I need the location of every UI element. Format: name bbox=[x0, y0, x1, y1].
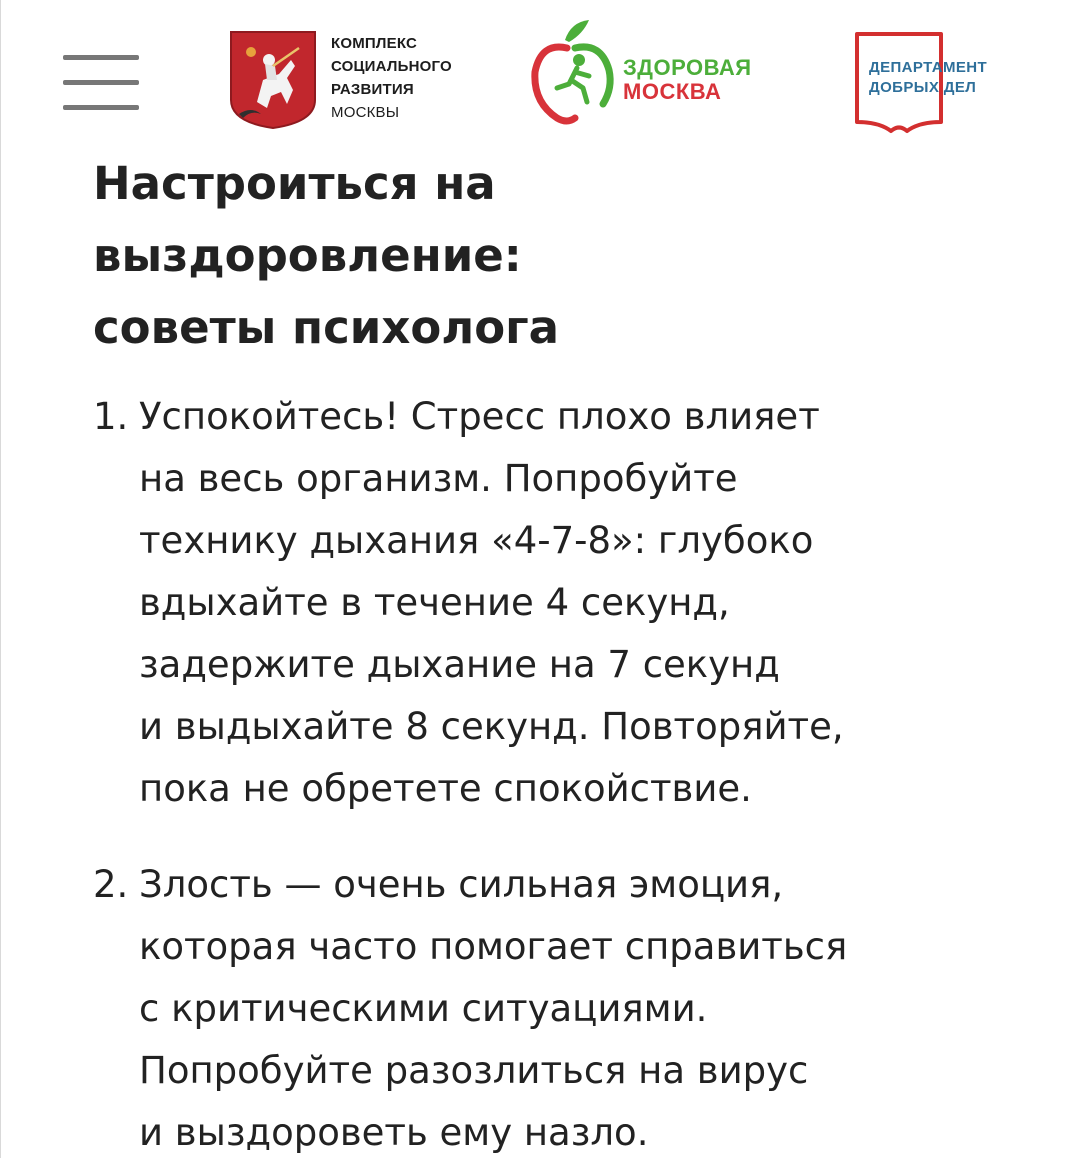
logo-ksr-moscow[interactable] bbox=[229, 30, 489, 130]
ksr-line: СОЦИАЛЬНОГО bbox=[331, 58, 452, 75]
list-item bbox=[93, 386, 1043, 820]
list-item bbox=[93, 854, 1043, 1158]
apple-runner-icon bbox=[527, 18, 617, 128]
site-header bbox=[1, 0, 1080, 140]
text-line: на весь организм. Попробуйте bbox=[139, 457, 738, 500]
menu-bar bbox=[63, 105, 139, 110]
moscow-coat-of-arms-icon bbox=[229, 30, 317, 130]
text-line: пока не обретете спокойствие. bbox=[139, 767, 752, 810]
page-title bbox=[93, 148, 993, 364]
logo-departament-dobryh-del[interactable] bbox=[853, 30, 1033, 134]
title-line: советы психолога bbox=[93, 301, 560, 354]
text-line: технику дыхания «4-7-8»: глубоко bbox=[139, 519, 814, 562]
text-line: и выдыхайте 8 секунд. Повторяйте, bbox=[139, 705, 844, 748]
ksr-line: МОСКВЫ bbox=[331, 104, 400, 121]
menu-bar bbox=[63, 80, 139, 85]
menu-bar bbox=[63, 55, 139, 60]
text-line: вдыхайте в течение 4 секунд, bbox=[139, 581, 730, 624]
zm-line: МОСКВА bbox=[623, 79, 722, 104]
title-line: Настроиться на bbox=[93, 157, 496, 210]
text-line: с критическими ситуациями. bbox=[139, 987, 708, 1030]
tips-list bbox=[93, 386, 1043, 1158]
ksr-logo-text bbox=[331, 32, 452, 124]
zm-line: ЗДОРОВАЯ bbox=[623, 55, 752, 80]
text-line: и выздороветь ему назло. bbox=[139, 1111, 649, 1154]
title-line: выздоровление: bbox=[93, 229, 522, 282]
list-item-number: 1. bbox=[93, 395, 129, 438]
logo-zdorovaya-moskva[interactable] bbox=[527, 18, 777, 128]
hamburger-menu-icon[interactable] bbox=[63, 55, 139, 111]
ddd-logo-text bbox=[869, 58, 987, 98]
zm-logo-text bbox=[623, 56, 752, 104]
text-line: которая часто помогает справиться bbox=[139, 925, 848, 968]
ksr-line: РАЗВИТИЯ bbox=[331, 81, 414, 98]
ksr-line: КОМПЛЕКС bbox=[331, 35, 418, 52]
text-line: Попробуйте разозлиться на вирус bbox=[139, 1049, 809, 1092]
list-item-text bbox=[139, 854, 847, 1158]
ddd-line: ДЕПАРТАМЕНТ bbox=[869, 59, 988, 76]
text-line: задержите дыхание на 7 секунд bbox=[139, 643, 780, 686]
list-item-number: 2. bbox=[93, 863, 129, 906]
list-item-text bbox=[139, 386, 844, 820]
ddd-line: ДОБРЫХ ДЕЛ bbox=[869, 79, 977, 96]
text-line: Злость — очень сильная эмоция, bbox=[139, 863, 784, 906]
text-line: Успокойтесь! Стресс плохо влияет bbox=[139, 395, 820, 438]
